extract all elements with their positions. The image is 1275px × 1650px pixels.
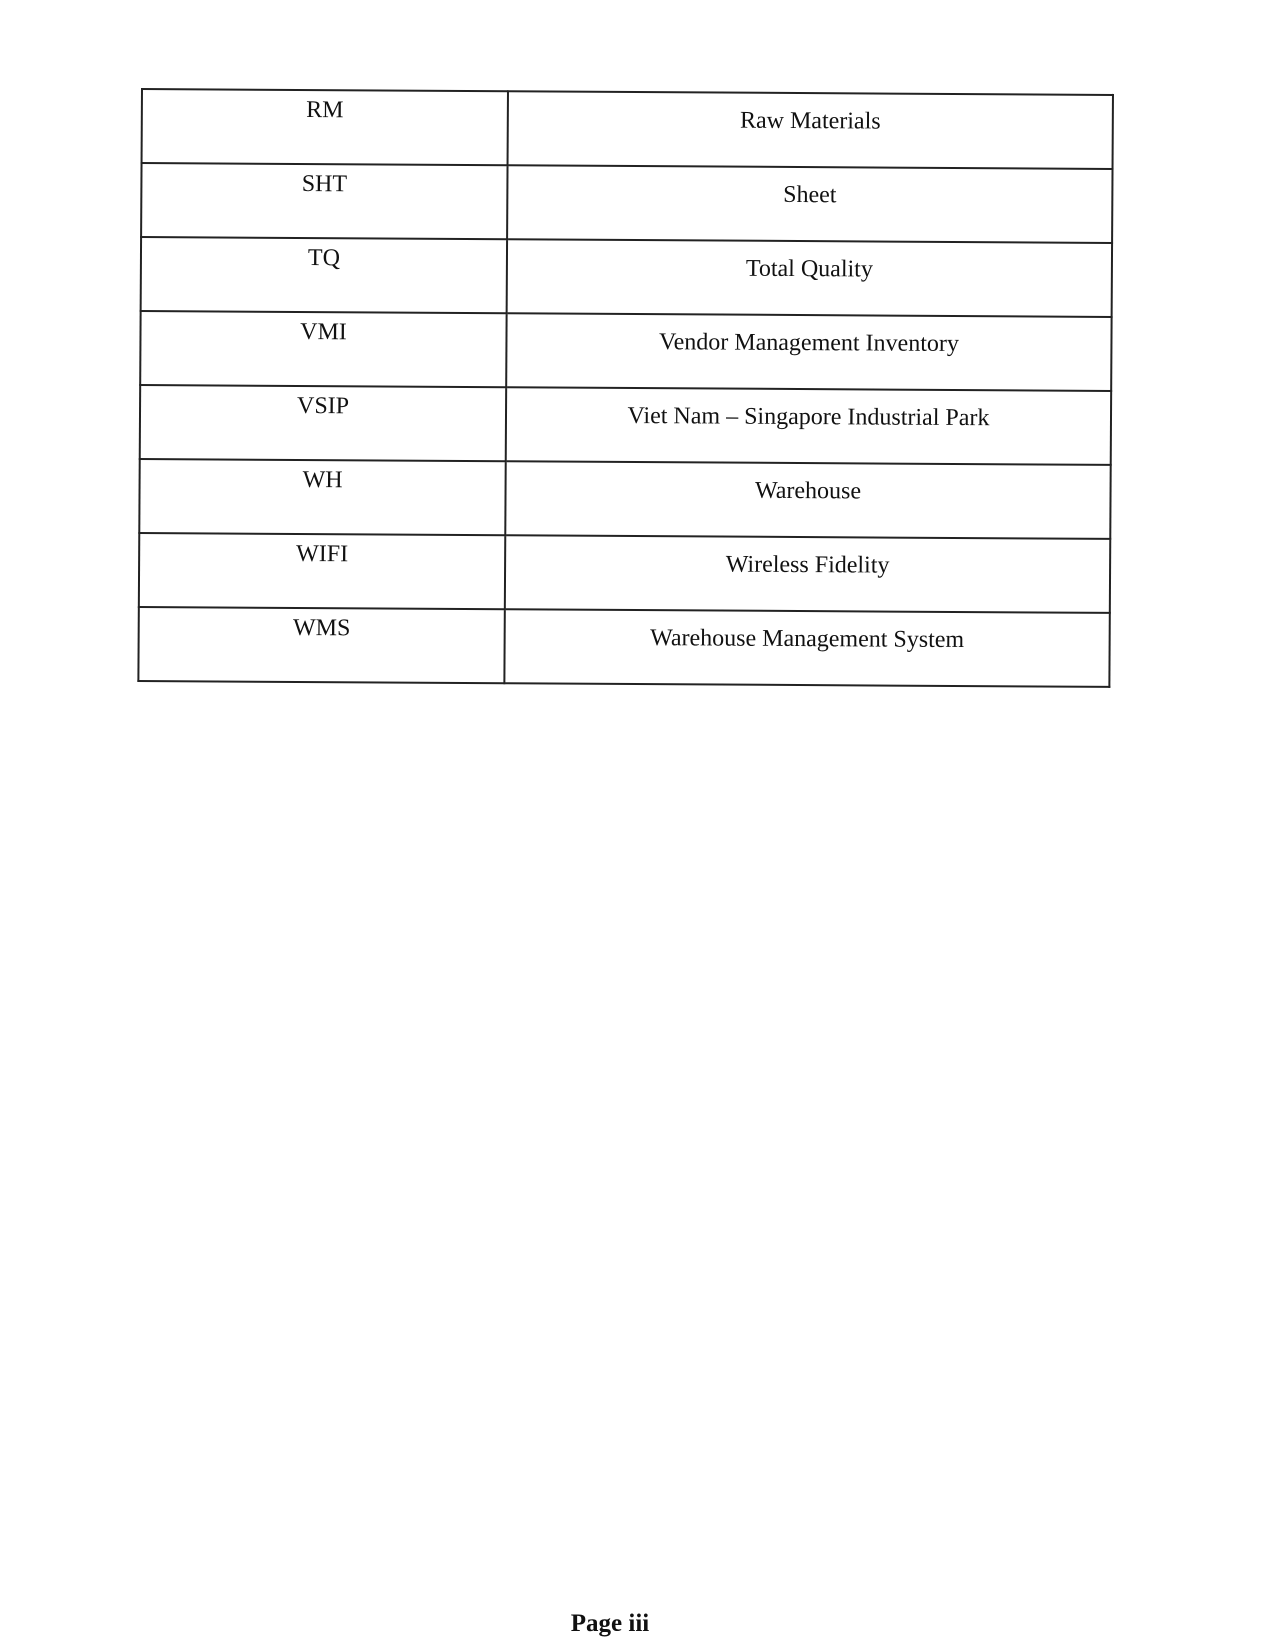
meaning-cell: Sheet	[507, 165, 1112, 243]
meaning-cell: Warehouse	[505, 461, 1110, 539]
abbreviation-cell: WIFI	[139, 533, 505, 609]
table-row	[140, 385, 1111, 465]
meaning-cell: Raw Materials	[508, 91, 1113, 169]
meaning-cell: Wireless Fidelity	[505, 535, 1110, 613]
abbreviation-cell: TQ	[141, 237, 507, 313]
table-row	[139, 459, 1110, 539]
table-row	[139, 533, 1110, 613]
abbreviation-cell: WH	[139, 459, 505, 535]
table-row	[141, 237, 1112, 317]
abbreviation-cell: WMS	[138, 607, 504, 683]
meaning-cell: Viet Nam – Singapore Industrial Park	[506, 387, 1111, 465]
table-row	[141, 163, 1112, 243]
table-row	[138, 607, 1109, 687]
abbreviation-cell: SHT	[141, 163, 507, 239]
abbreviation-cell: RM	[142, 89, 508, 165]
meaning-cell: Total Quality	[507, 239, 1112, 317]
table-row	[142, 89, 1113, 169]
table-row	[140, 311, 1111, 391]
abbreviation-cell: VMI	[140, 311, 506, 387]
page-number: Page iii	[570, 1610, 650, 1637]
abbreviation-cell: VSIP	[140, 385, 506, 461]
abbreviations-table	[137, 88, 1114, 688]
meaning-cell: Vendor Management Inventory	[506, 313, 1111, 391]
meaning-cell: Warehouse Management System	[504, 609, 1109, 687]
